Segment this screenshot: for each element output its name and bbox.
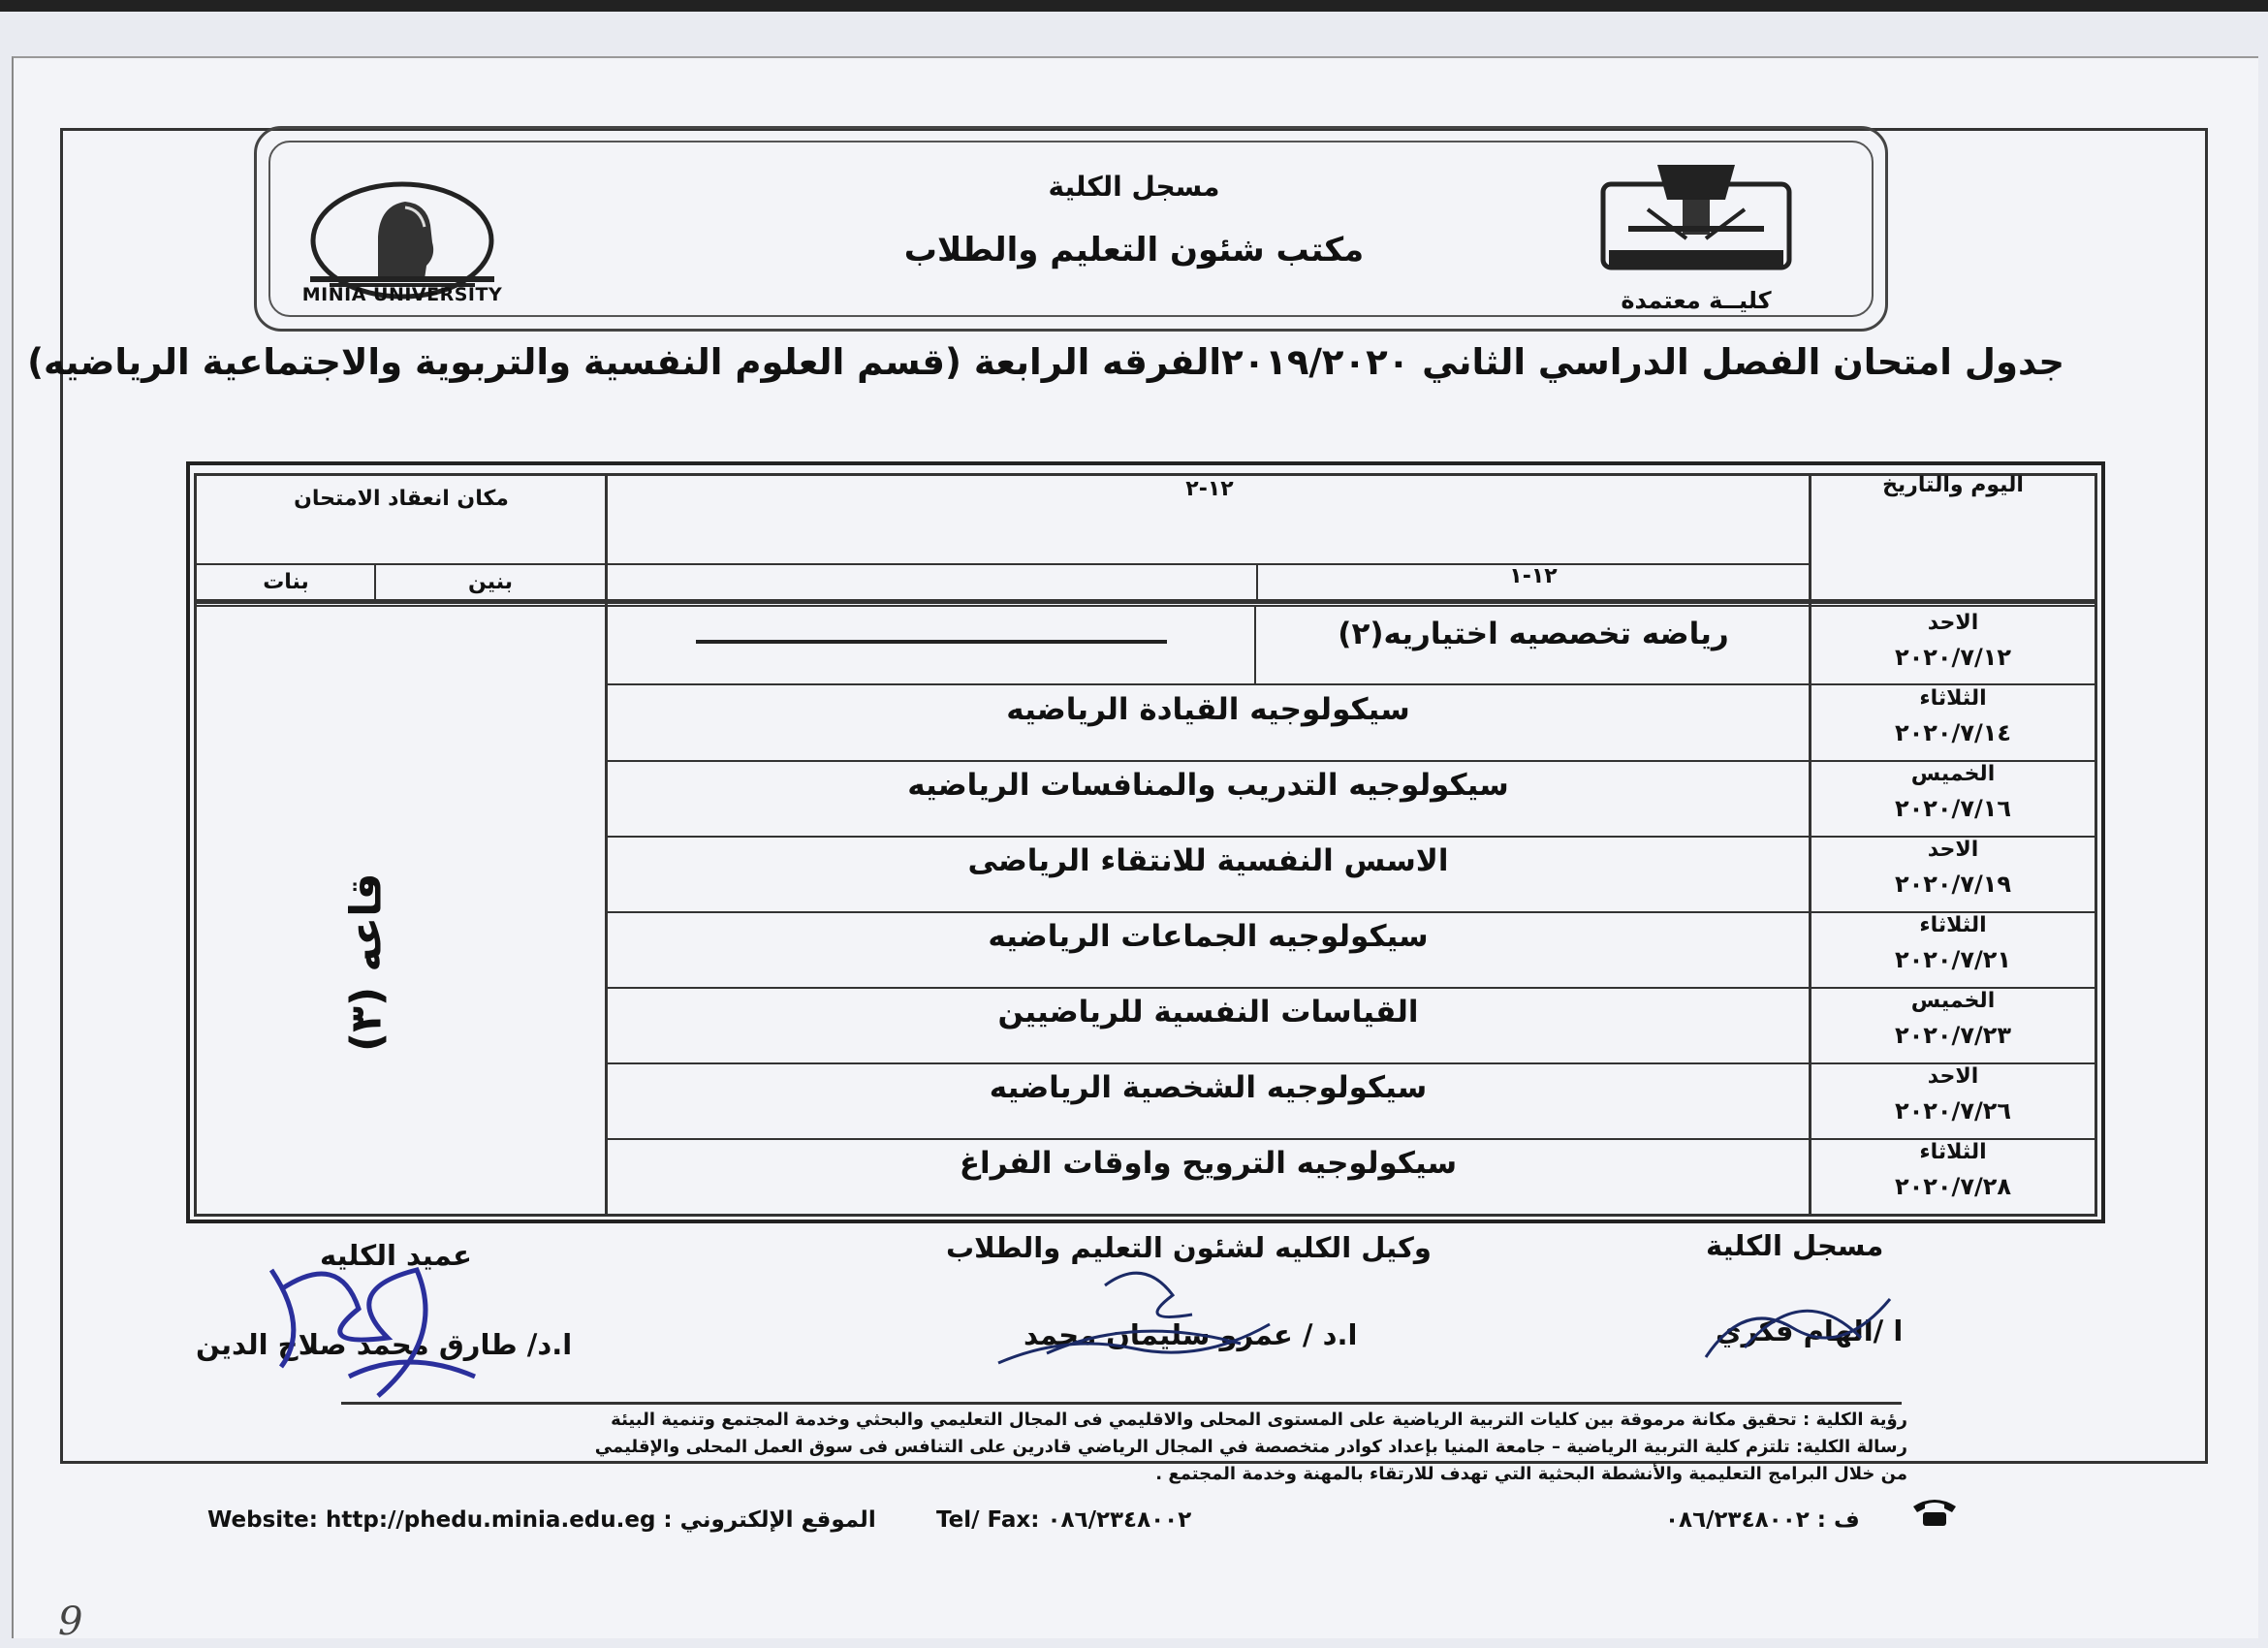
registrar-signature-scribble — [1686, 1260, 1909, 1367]
header-exam-place: مكان انعقاد الامتحان — [294, 487, 509, 511]
dean-title: عميد الكليه — [320, 1239, 472, 1272]
row-subject: القياسات النفسية للرياضيين — [997, 995, 1419, 1030]
row-day: الاحد — [1927, 1064, 1979, 1089]
row-date: ٢٠٢٠/٧/١٤ — [1894, 719, 2012, 746]
header-day-date: اليوم والتاريخ — [1882, 473, 2024, 497]
row-date: ٢٠٢٠/٧/٢٨ — [1894, 1173, 2012, 1200]
row-subject: رياضه تخصصيه اختياريه(٢) — [1338, 617, 1729, 651]
header-registrar: مسجل الكلية — [1048, 171, 1220, 203]
accredited-label: كليــة معتمدة — [1621, 287, 1772, 314]
row-date: ٢٠٢٠/٧/١٩ — [1894, 871, 2012, 898]
row-subject: سيكولوجيه الشخصية الرياضيه — [989, 1070, 1428, 1105]
row-day: الخميس — [1910, 989, 1996, 1013]
scan-top-edge — [0, 0, 2268, 12]
mission-text-2: من خلال البرامج التعليمية والأنشطة البحثية التي تهدف للارتقاء بالمهنة وخدمة المجتمع . — [1155, 1464, 1907, 1484]
row-date: ٢٠٢٠/٧/٢١ — [1894, 946, 2012, 973]
phone-text: ف : ٠٨٦/٢٣٤٨٠٠٢ — [1665, 1507, 1860, 1533]
row-day: الاحد — [1927, 838, 1979, 862]
col-line-day — [1809, 473, 1811, 1217]
row1-split-line — [1254, 607, 1256, 684]
header-time-sub: ١٢-١ — [1509, 564, 1558, 588]
row-day: الثلاثاء — [1919, 913, 1987, 937]
dean-signature-scribble — [252, 1231, 494, 1406]
table-inner-left — [194, 473, 197, 1217]
header-boys: بنين — [467, 570, 514, 594]
row-day: الثلاثاء — [1919, 686, 1987, 711]
dean-name: ا.د/ طارق محمد صلاح الدين — [196, 1328, 573, 1361]
row-subject: سيكولوجيه الجماعات الرياضيه — [988, 919, 1429, 954]
tel-fax-text: Tel/ Fax: ٠٨٦/٢٣٤٨٠٠٢ — [936, 1507, 1192, 1533]
telephone-icon — [1909, 1495, 1960, 1530]
row-date: ٢٠٢٠/٧/٢٣ — [1894, 1022, 2012, 1049]
registrar-title: مسجل الكلية — [1706, 1229, 1884, 1262]
empty-slot-dash — [696, 640, 1167, 644]
row-subject: الاسس النفسية للانتقاء الرياضى — [967, 843, 1449, 878]
table-header-divider — [194, 599, 2097, 604]
row-date: ٢٠٢٠/٧/٢٦ — [1894, 1097, 2012, 1125]
exam-hall: قاعه (٣) — [341, 872, 392, 1052]
mission-text-1: رسالة الكلية: تلتزم كلية التربية الرياضية – جامعة المنيا بإعداد كوادر متخصصة في المجال الرياضي قادرين على التنافس فى سوق العمل المحلى والإقليمي — [594, 1437, 1907, 1457]
vice-dean-signature-scribble — [989, 1256, 1279, 1382]
row-date: ٢٠٢٠/٧/١٢ — [1894, 644, 2012, 671]
header-office: مكتب شئون التعليم والطلاب — [903, 231, 1365, 269]
registrar-name: ا /الهام فكري — [1716, 1315, 1904, 1347]
table-header-divider-2 — [194, 605, 2097, 607]
row-subject: سيكولوجيه التدريب والمنافسات الرياضيه — [907, 768, 1509, 803]
header-girls: بنات — [263, 570, 309, 594]
header-time-top: ١٢-٢ — [1185, 477, 1234, 501]
minia-university-label: MINIA UNIVERSITY — [301, 284, 503, 305]
page-title: جدول امتحان الفصل الدراسي الثاني ٢٠١٩/٢٠٢٠الفرقه الرابعة (قسم العلوم النفسية والتربوية والاجتماعية الرياضيه) — [27, 341, 2064, 383]
vice-dean-name: ا.د / عمرو سليمان محمد — [1024, 1318, 1358, 1351]
website-text: Website: http://phedu.minia.edu.eg : الموقع الإلكتروني — [207, 1507, 876, 1533]
row-day: الاحد — [1927, 611, 1979, 635]
vision-text: رؤية الكلية : تحقيق مكانة مرموقة بين كليات التربية الرياضية على المستوى المحلى والاقليمي فى المجال التعليمي والبحثي وخدمة المجتمع وتنمية البيئة — [611, 1410, 1907, 1430]
footer-separator — [341, 1402, 1902, 1405]
vice-dean-title: وكيل الكليه لشئون التعليم والطلاب — [946, 1231, 1432, 1264]
table-inner-right — [2095, 473, 2097, 1217]
row-subject: سيكولوجيه القيادة الرياضيه — [1006, 692, 1410, 727]
row-day: الخميس — [1910, 762, 1996, 786]
row-date: ٢٠٢٠/٧/١٦ — [1894, 795, 2012, 822]
page-number: 9 — [58, 1600, 83, 1644]
row-separator — [608, 683, 2097, 685]
row-day: الثلاثاء — [1919, 1140, 1987, 1164]
row-subject: سيكولوجيه الترويح واوقات الفراغ — [959, 1146, 1458, 1181]
table-inner-bottom — [194, 1214, 2097, 1217]
